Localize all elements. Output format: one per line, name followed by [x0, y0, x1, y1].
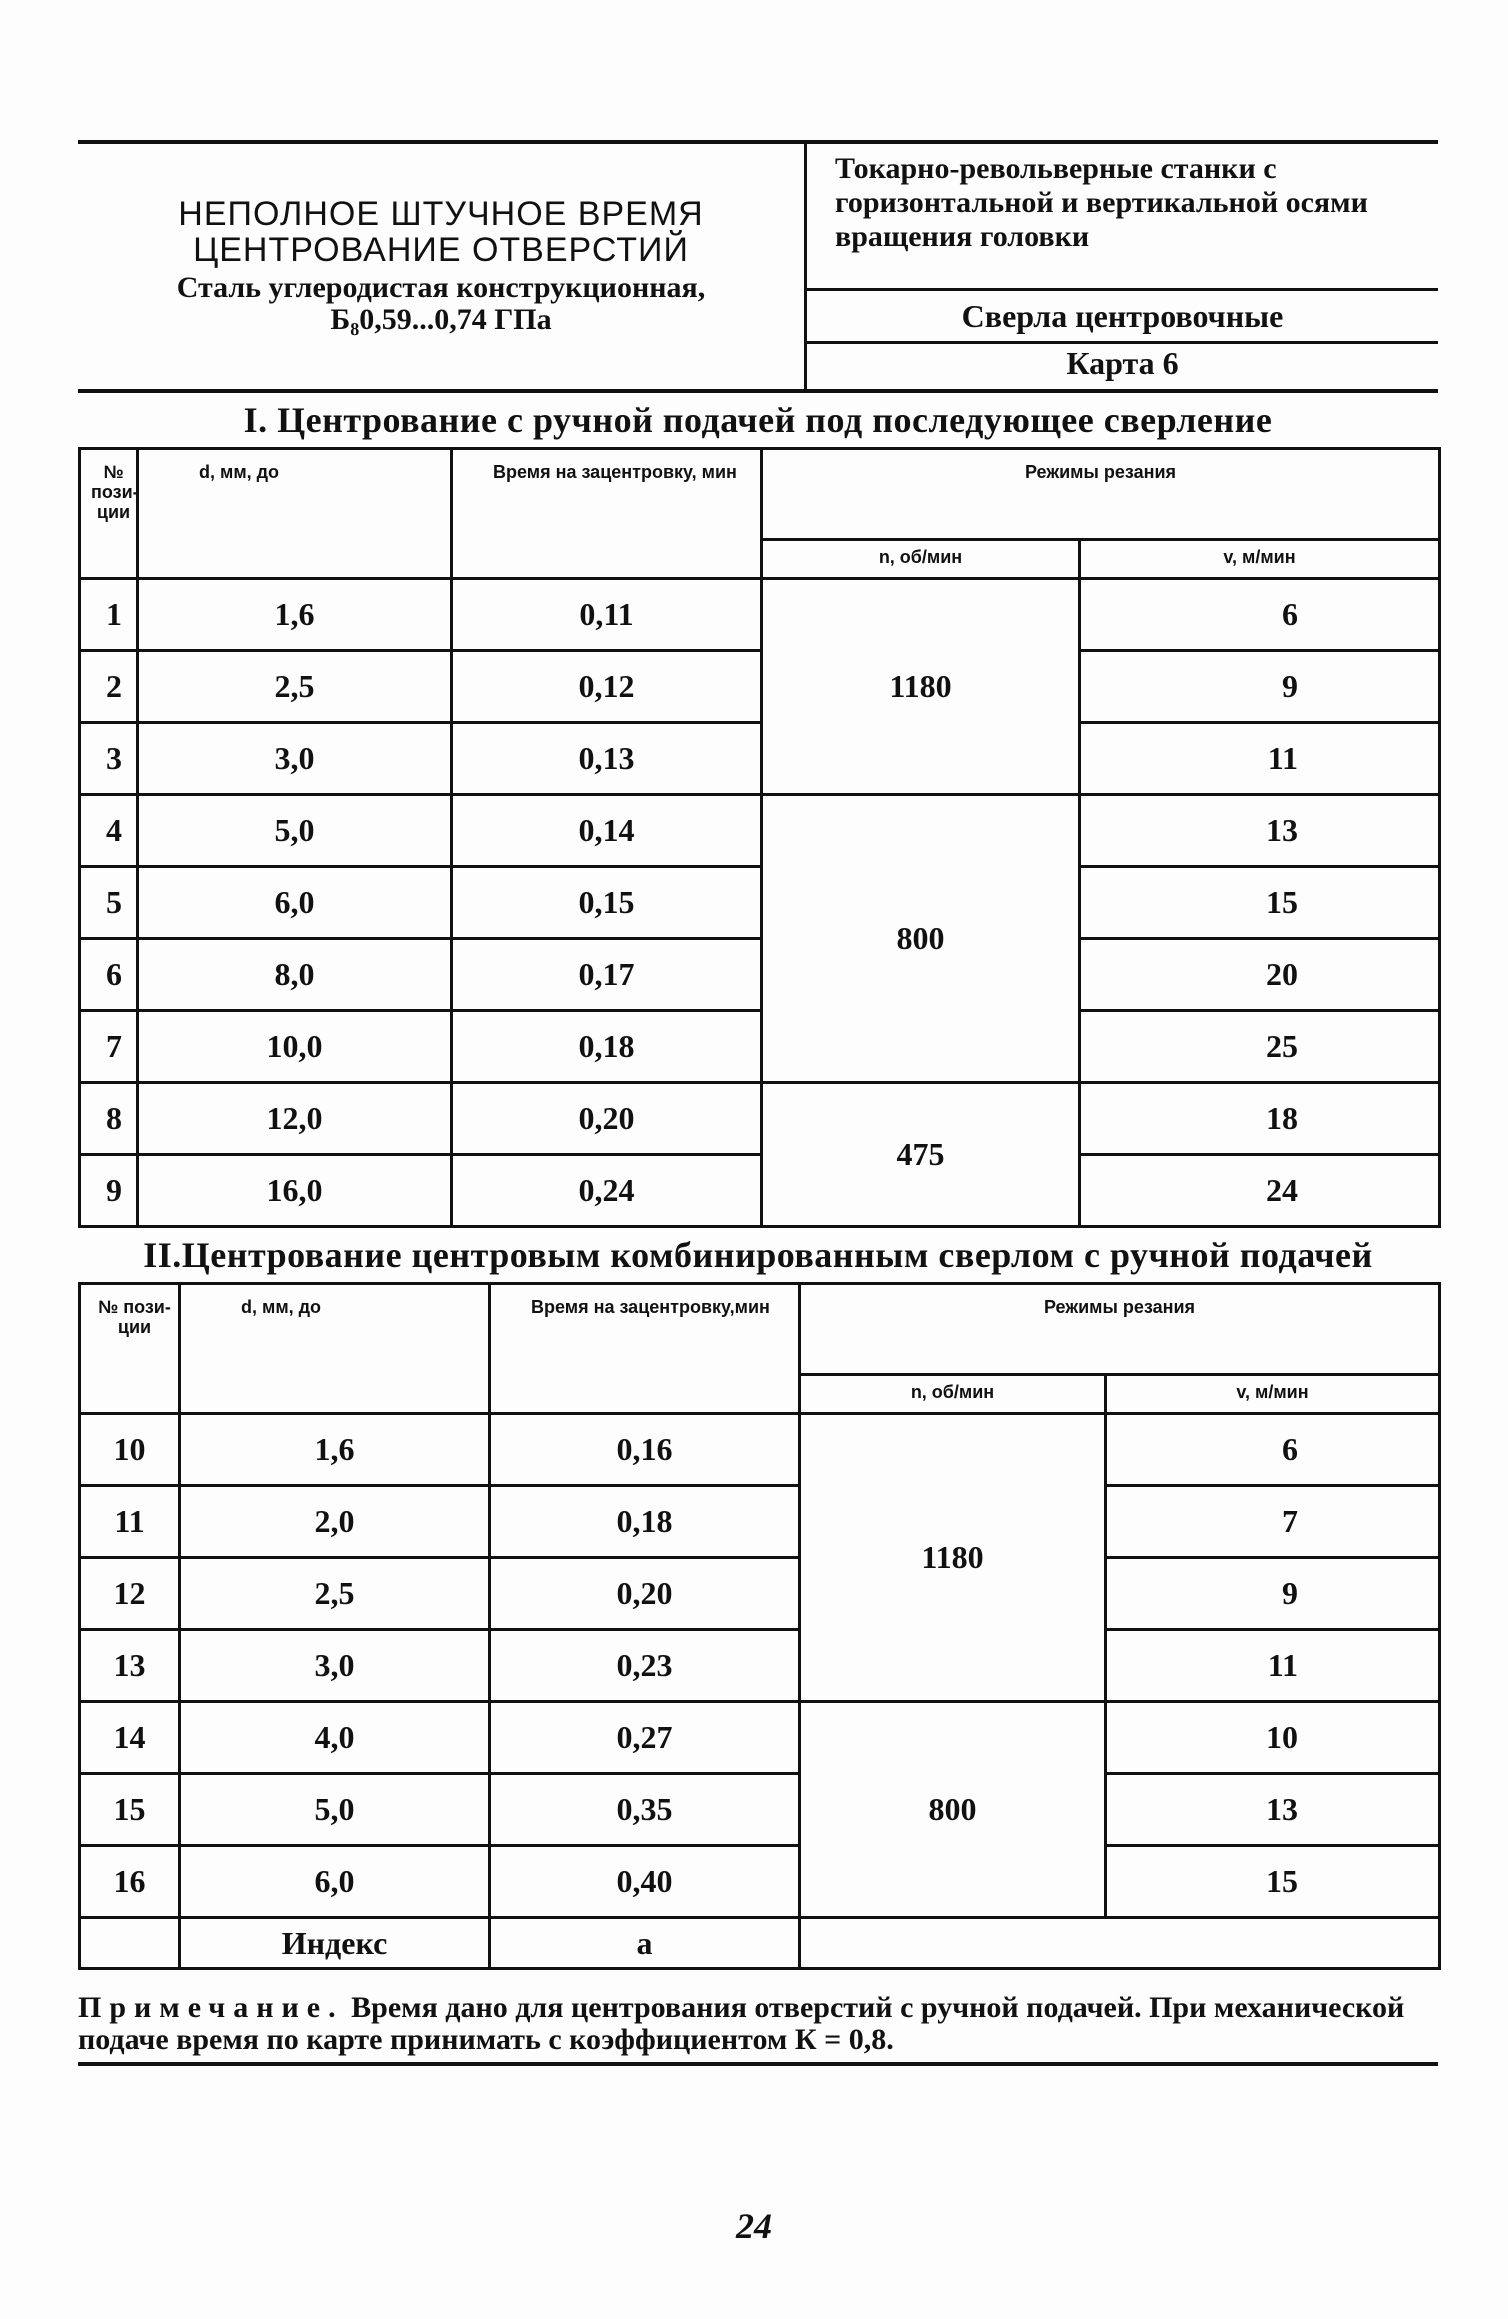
table-header-row	[80, 449, 1440, 540]
cell-time: 0,40	[490, 1846, 800, 1918]
cell-speed: 7	[1106, 1486, 1440, 1558]
table-row	[80, 939, 1440, 1011]
cell-time: 0,18	[490, 1486, 800, 1558]
cell-diameter: 2,5	[180, 1558, 490, 1630]
cell-speed: 24	[1080, 1155, 1440, 1227]
cell-time: 0,14	[452, 795, 762, 867]
cell-position: 9	[80, 1155, 138, 1227]
col-modes-header: Режимы резания	[800, 1284, 1440, 1375]
header-title-block	[78, 144, 804, 389]
table-row	[80, 1155, 1440, 1227]
col-rpm-header: n, об/мин	[800, 1375, 1106, 1414]
col-time-header: Время на зацентровку,мин	[490, 1284, 800, 1414]
cell-diameter: 5,0	[180, 1774, 490, 1846]
cell-diameter: 1,6	[138, 579, 452, 651]
cell-time: 0,24	[452, 1155, 762, 1227]
cell-position: 16	[80, 1846, 180, 1918]
col-diameter-header: d, мм, до	[138, 449, 452, 579]
cell-speed: 9	[1080, 651, 1440, 723]
cell-time: 0,15	[452, 867, 762, 939]
cell-position: 14	[80, 1702, 180, 1774]
cell-time: 0,17	[452, 939, 762, 1011]
col-speed-header: v, м/мин	[1106, 1375, 1440, 1414]
table-row	[80, 579, 1440, 651]
cell-time: 0,11	[452, 579, 762, 651]
cell-diameter: 2,5	[138, 651, 452, 723]
table-row	[80, 723, 1440, 795]
cell-position: 10	[80, 1414, 180, 1486]
strength-label: Б₈0,59...0,74 ГПа	[330, 303, 552, 336]
index-label: Индекс	[180, 1918, 490, 1969]
index-row	[80, 1918, 1440, 1969]
tool-type: Сверла центровочные	[807, 288, 1438, 344]
cell-speed: 9	[1106, 1558, 1440, 1630]
section-1-table	[78, 447, 1441, 1228]
cell-time: 0,35	[490, 1774, 800, 1846]
cell-speed: 11	[1080, 723, 1440, 795]
cell-time: 0,27	[490, 1702, 800, 1774]
col-diameter-header: d, мм, до	[180, 1284, 490, 1414]
cell-diameter: 3,0	[138, 723, 452, 795]
cell-speed: 10	[1106, 1702, 1440, 1774]
table-row	[80, 1774, 1440, 1846]
cell-index-empty	[80, 1918, 180, 1969]
cell-rpm: 475	[762, 1083, 1080, 1227]
col-time-header: Время на зацентровку, мин	[452, 449, 762, 579]
cell-speed: 20	[1080, 939, 1440, 1011]
footnote	[78, 1992, 1438, 2066]
page-title	[78, 196, 804, 268]
col-position-header: № пози-ции	[80, 1284, 180, 1414]
cell-time: 0,20	[490, 1558, 800, 1630]
table-row	[80, 1702, 1440, 1774]
cell-position: 12	[80, 1558, 180, 1630]
material-spec	[78, 272, 804, 336]
cell-speed: 15	[1080, 867, 1440, 939]
note-label: Примечание.	[78, 1991, 344, 2024]
table-header-row	[80, 1284, 1440, 1375]
section-2-title: II.Центрование центровым комбинированным сверлом с ручной подачей	[143, 1235, 1373, 1275]
section-2-table	[78, 1282, 1441, 1970]
cell-speed: 6	[1080, 579, 1440, 651]
cell-rpm: 800	[800, 1702, 1106, 1918]
document-page	[78, 140, 1438, 2066]
cell-speed: 15	[1106, 1846, 1440, 1918]
table-row	[80, 1558, 1440, 1630]
table-row	[80, 795, 1440, 867]
cell-rpm: 1180	[800, 1414, 1106, 1702]
cell-position: 8	[80, 1083, 138, 1155]
table-row	[80, 1486, 1440, 1558]
card-number: Карта 6	[1066, 345, 1179, 381]
header-info-block	[807, 144, 1438, 389]
cell-diameter: 6,0	[180, 1846, 490, 1918]
cell-position: 2	[80, 651, 138, 723]
machine-type: Токарно-револьверные станки с горизонтальной и вертикальной осями вращения головки	[835, 152, 1368, 253]
cell-time: 0,20	[452, 1083, 762, 1155]
cell-time: 0,23	[490, 1630, 800, 1702]
cell-speed: 11	[1106, 1630, 1440, 1702]
card-header	[78, 140, 1438, 393]
section-1-title: I. Центрование с ручной подачей под последующее сверление	[243, 400, 1273, 440]
note-text: Время дано для центрования отверстий с ручной подачей. При механической подаче время по карте принимать с коэффициентом К = 0,8.	[78, 1991, 1405, 2056]
cell-diameter: 10,0	[138, 1011, 452, 1083]
cell-time: 0,12	[452, 651, 762, 723]
cell-index-blank	[800, 1918, 1440, 1969]
table-row	[80, 1083, 1440, 1155]
table-row	[80, 1011, 1440, 1083]
cell-diameter: 12,0	[138, 1083, 452, 1155]
cell-diameter: 8,0	[138, 939, 452, 1011]
cell-time: 0,13	[452, 723, 762, 795]
page-number: 24	[736, 2206, 772, 2246]
table-row	[80, 1846, 1440, 1918]
cell-speed: 13	[1106, 1774, 1440, 1846]
cell-rpm: 1180	[762, 579, 1080, 795]
col-modes-header: Режимы резания	[762, 449, 1440, 540]
col-speed-header: v, м/мин	[1080, 540, 1440, 579]
cell-position: 6	[80, 939, 138, 1011]
table-row	[80, 1414, 1440, 1486]
table-row	[80, 1630, 1440, 1702]
cell-diameter: 1,6	[180, 1414, 490, 1486]
index-value: а	[490, 1918, 800, 1969]
cell-position: 13	[80, 1630, 180, 1702]
cell-position: 1	[80, 579, 138, 651]
cell-diameter: 5,0	[138, 795, 452, 867]
cell-position: 3	[80, 723, 138, 795]
table-row	[80, 867, 1440, 939]
cell-diameter: 16,0	[138, 1155, 452, 1227]
cell-position: 5	[80, 867, 138, 939]
title-line-2: ЦЕНТРОВАНИЕ ОТВЕРСТИЙ	[193, 231, 689, 269]
table-row	[80, 651, 1440, 723]
cell-time: 0,18	[452, 1011, 762, 1083]
col-rpm-header: n, об/мин	[762, 540, 1080, 579]
cell-position: 4	[80, 795, 138, 867]
cell-rpm: 800	[762, 795, 1080, 1083]
cell-position: 7	[80, 1011, 138, 1083]
cell-speed: 18	[1080, 1083, 1440, 1155]
cell-diameter: 6,0	[138, 867, 452, 939]
cell-time: 0,16	[490, 1414, 800, 1486]
cell-speed: 13	[1080, 795, 1440, 867]
cell-speed: 6	[1106, 1414, 1440, 1486]
cell-speed: 25	[1080, 1011, 1440, 1083]
material-label: Сталь углеродистая конструкционная,	[176, 271, 706, 304]
title-line-1: НЕПОЛНОЕ ШТУЧНОЕ ВРЕМЯ	[178, 195, 704, 233]
col-position-header: № пози-ции	[80, 449, 138, 579]
cell-diameter: 2,0	[180, 1486, 490, 1558]
cell-position: 15	[80, 1774, 180, 1846]
cell-position: 11	[80, 1486, 180, 1558]
cell-diameter: 4,0	[180, 1702, 490, 1774]
cell-diameter: 3,0	[180, 1630, 490, 1702]
